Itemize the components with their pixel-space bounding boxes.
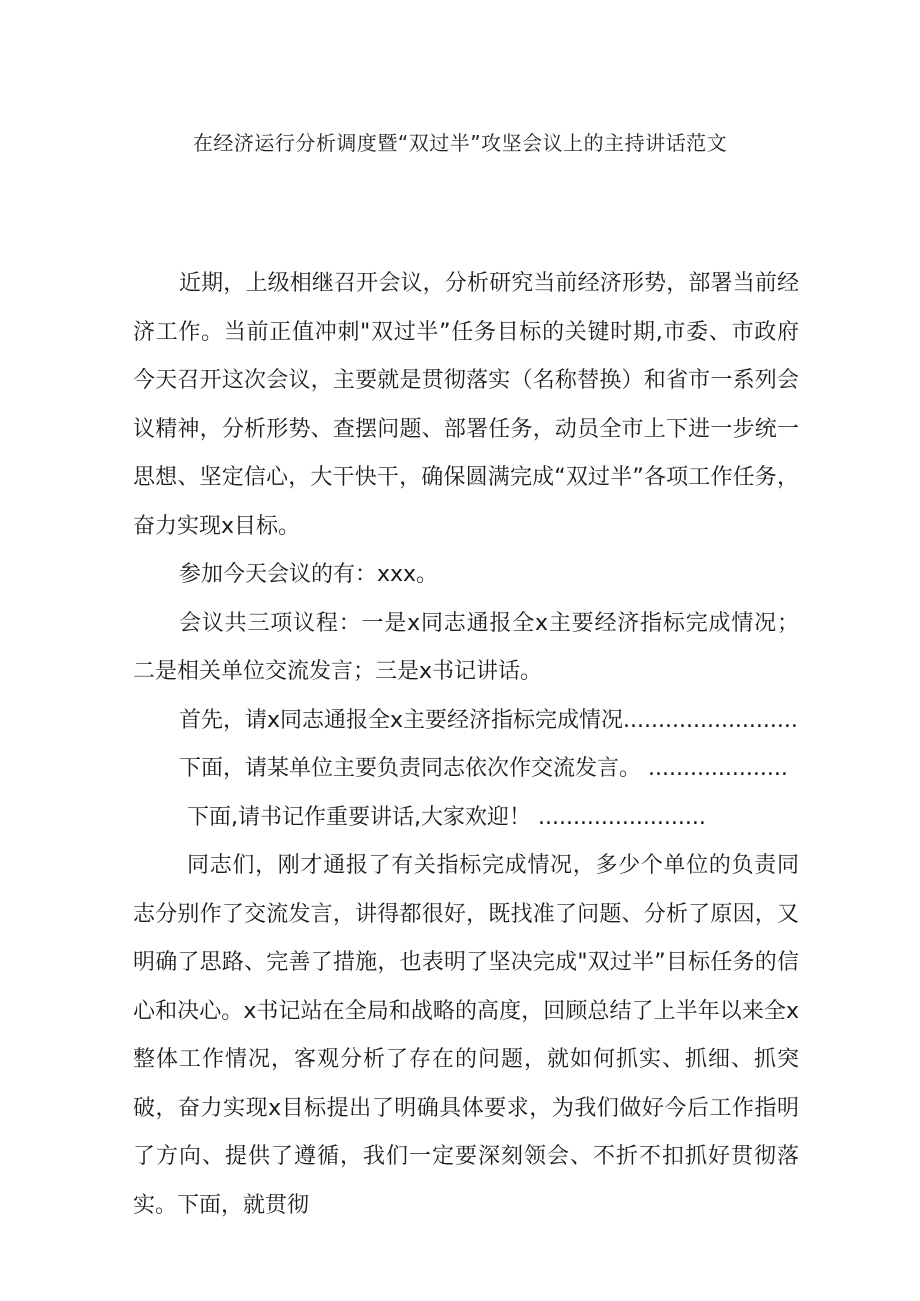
- paragraph-attendees: 参加今天会议的有：xxx。: [179, 562, 439, 587]
- paragraph-third-item: 下面,请书记作重要讲话,大家欢迎！ ........................: [187, 804, 706, 830]
- document-title: 在经济运行分析调度暨“双过半”攻坚会议上的主持讲话范文: [192, 131, 728, 155]
- paragraph-summary: 同志们，刚才通报了有关指标完成情况，多少个单位的负责同志分别作了交流发言，讲得都很好，既找准了问题、分析了原因，又明确了思路、完善了措施，也表明了坚决完成"双过半”目标任务的信心和决心。x书记站在全局和战略的高度，回顾总结了上半年以来全x整体工作情况，客观分析了存在的问题，就如何抓实、抓细、抓突破，奋力实现x目标提出了明确具体要求，为我们做好今后工作指明了方向、提供了遵循，我们一定要深刻领会、不折不扣抓好贯彻落实。下面，就贯彻: [133, 853, 799, 1218]
- paragraph-agenda: 会议共三项议程：一是x同志通报全x主要经济指标完成情况；二是相关单位交流发言；三是x书记讲话。: [133, 610, 799, 684]
- document-body: [133, 260, 799, 1230]
- paragraph-first-item: 首先，请x同志通报全x主要经济指标完成情况.........................: [179, 707, 798, 733]
- paragraph-opening: 近期，上级相继召开会议，分析研究当前经济形势，部署当前经济工作。当前正值冲刺"双过半”任务目标的关键时期,市委、市政府今天召开这次会议，主要就是贯彻落实（名称替换）和省市一系列会议精神，分析形势、查摆问题、部署任务，动员全市上下进一步统一思想、坚定信心，大干快干，确保圆满完成“双过半”各项工作任务，奋力实现x目标。: [133, 271, 799, 539]
- paragraph-second-item: 下面，请某单位主要负责同志依次作交流发言。 ....................: [179, 756, 788, 781]
